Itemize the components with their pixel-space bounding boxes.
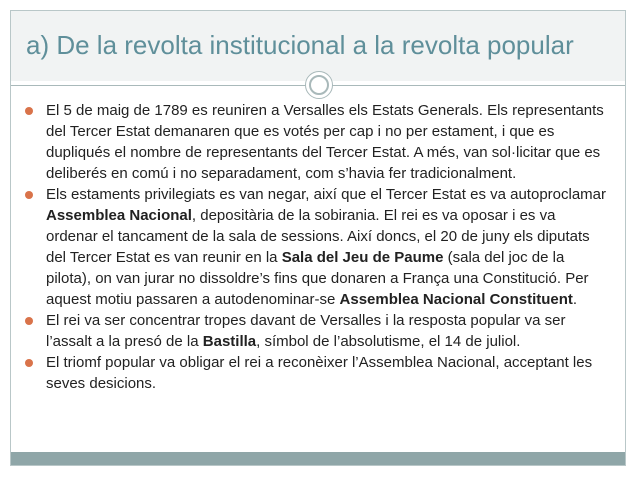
bullet-text: , símbol de l’absolutisme, el 14 de juliol. [256, 333, 521, 350]
bullet-text: El 5 de maig de 1789 es reuniren a Versalles els Estats Generals. Els representants del Tercer Estat demanaren que es votés per cap i no per estament, i que es dupliqués el nombre de representants del Tercer Estat. A més, van sol·licitar que es deliberés en comú i no separadament, com s’havia fer tradicionalment. [46, 102, 604, 182]
bullet-text: Els estaments privilegiats es van negar, així que el Tercer Estat es va autoproclamar [46, 186, 607, 203]
footer-band [11, 452, 625, 465]
bullet-text: , depositària de la sobirania. El rei es va oposar i es va ordenar el tancament de la sala de sessions. Així doncs, el 20 de juny els diputats del Tercer Estat es van reunir en la [46, 207, 590, 266]
bullet-dot-icon [25, 317, 33, 325]
bullet-item [24, 100, 606, 184]
circle-ornament-icon [305, 71, 333, 99]
bold-term: Sala del Jeu de Paume [281, 249, 444, 266]
bold-term: Assemblea Nacional Constituent [339, 291, 573, 308]
bullet-text: (sala del joc de la pilota), on van jurar no dissoldre’s fins que donaren a França una Constitució. Per aquest motiu passaren a autodenominar-se [46, 249, 589, 308]
bullet-item [24, 184, 606, 310]
bullet-item [24, 352, 606, 394]
slide-title: a) De la revolta institucional a la revolta popular [26, 30, 574, 60]
bold-term: Bastilla [202, 333, 257, 350]
bullet-dot-icon [25, 191, 33, 199]
bullet-list [24, 100, 606, 394]
bullet-text: El rei va ser concentrar tropes davant de Versalles i la resposta popular va ser l’assalt a la presó de la [46, 312, 566, 350]
bullet-text: El triomf popular va obligar el rei a reconèixer l’Assemblea Nacional, acceptant les seves desicions. [46, 354, 593, 392]
bold-term: Assemblea Nacional [46, 207, 192, 224]
bullet-dot-icon [25, 359, 33, 367]
bullet-item [24, 310, 606, 352]
bullet-text: . [572, 291, 578, 308]
bullet-dot-icon [25, 107, 33, 115]
